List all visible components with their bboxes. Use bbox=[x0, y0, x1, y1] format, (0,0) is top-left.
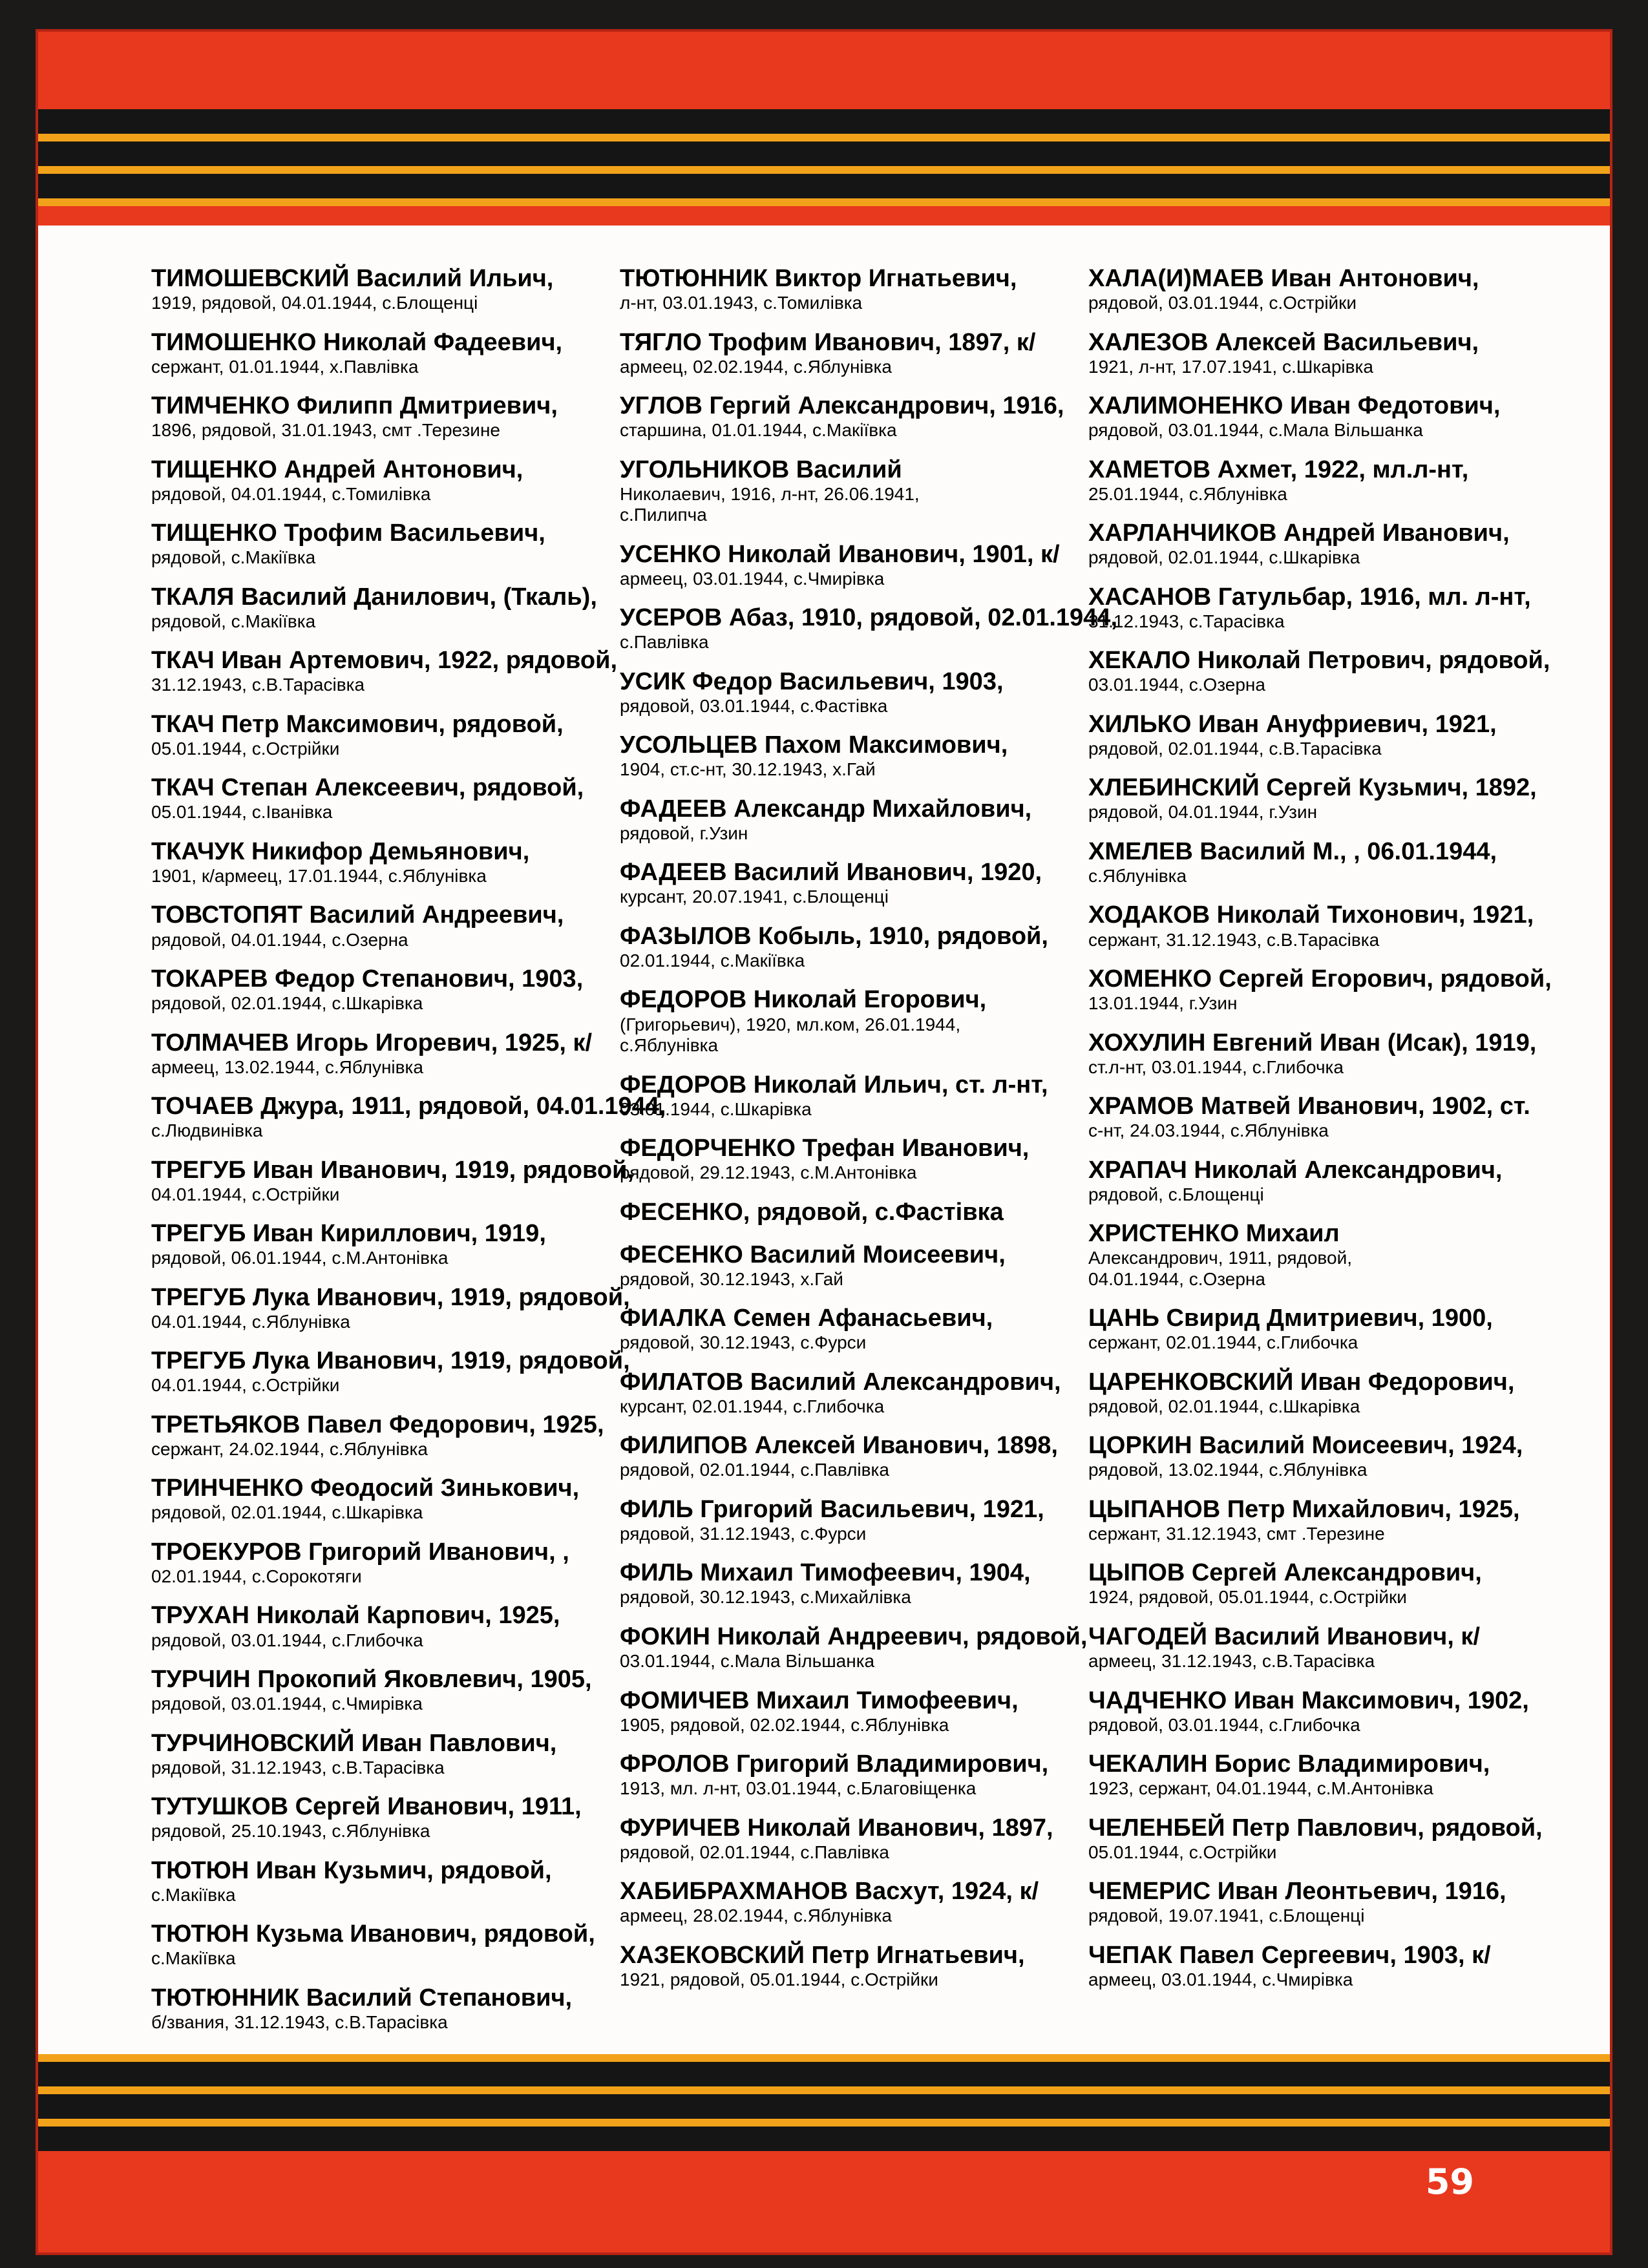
list-item bbox=[620, 1941, 1072, 1991]
entry-details: 03.01.1944, с.Мала Вільшанка bbox=[620, 1651, 875, 1672]
entry-name: УГОЛЬНИКОВ Василий bbox=[620, 456, 902, 483]
entry-name: ТЮТЮН Кузьма Иванович, рядовой, bbox=[151, 1920, 595, 1948]
list-item bbox=[1088, 1431, 1541, 1481]
entry-name: ТОКАРЕВ Федор Степанович, 1903, bbox=[151, 965, 584, 993]
entry-name: ТРЕГУБ Лука Иванович, 1919, рядовой, bbox=[151, 1347, 630, 1375]
list-item bbox=[1088, 773, 1541, 823]
list-item bbox=[620, 1304, 1072, 1354]
entry-details: армеец, 03.01.1944, с.Чмирівка bbox=[1088, 1969, 1353, 1990]
entry-details: рядовой, 02.01.1944, с.Павлівка bbox=[620, 1842, 889, 1862]
page-number: 59 bbox=[1425, 2161, 1474, 2202]
entry-name: ТЮТЮННИК Виктор Игнатьевич, bbox=[620, 265, 1017, 292]
list-item bbox=[151, 1219, 604, 1269]
list-item bbox=[620, 1198, 1072, 1226]
entry-details: л-нт, 03.01.1943, с.Томилівка bbox=[620, 293, 863, 313]
entry-details: рядовой, 04.01.1944, с.Томилівка bbox=[151, 483, 431, 504]
entry-name: ФЕСЕНКО Василий Моисеевич, bbox=[620, 1241, 1006, 1268]
entry-details: рядовой, 02.01.1944, с.Шкарівка bbox=[151, 993, 423, 1014]
list-item bbox=[151, 1984, 604, 2033]
list-item bbox=[1088, 1304, 1541, 1354]
entry-details: рядовой, 03.01.1944, с.Мала Вільшанка bbox=[1088, 420, 1423, 441]
entry-details: сержант, 01.01.1944, х.Павлівка bbox=[151, 356, 419, 377]
entry-name: ТИМЧЕНКО Филипп Дмитриевич, bbox=[151, 392, 558, 420]
entry-details: 1896, рядовой, 31.01.1943, смт .Терезине bbox=[151, 420, 500, 441]
entry-details: рядовой, 19.07.1941, с.Блощенці bbox=[1088, 1906, 1365, 1926]
entry-details: 1923, сержант, 04.01.1944, с.М.Антонівка bbox=[1088, 1778, 1433, 1799]
list-item bbox=[151, 773, 604, 823]
entry-details: рядовой, 02.01.1944, с.Шкарівка bbox=[151, 1502, 423, 1523]
name-list bbox=[38, 226, 1610, 2054]
entry-details: сержант, 02.01.1944, с.Глибочка bbox=[1088, 1332, 1358, 1353]
entry-name: ХАЗЕКОВСКИЙ Петр Игнатьевич, bbox=[620, 1941, 1025, 1969]
entry-name: ФАДЕЕВ Василий Иванович, 1920, bbox=[620, 859, 1042, 887]
entry-details: рядовой, 13.02.1944, с.Яблунівка bbox=[1088, 1460, 1368, 1480]
entry-name: УСЕРОВ Абаз, 1910, рядовой, 02.01.1944, bbox=[620, 604, 1118, 632]
entry-details: 05.01.1944, с.Острійки bbox=[151, 738, 340, 759]
list-item bbox=[151, 837, 604, 887]
entry-name: ЧАДЧЕНКО Иван Максимович, 1902, bbox=[1088, 1686, 1529, 1714]
list-item bbox=[1088, 1219, 1541, 1290]
entry-name: ФИАЛКА Семен Афанасьевич, bbox=[620, 1305, 993, 1332]
list-item bbox=[151, 1347, 630, 1396]
entry-details: Николаевич, 1916, л-нт, 26.06.1941, bbox=[620, 483, 920, 504]
entry-details: курсант, 02.01.1944, с.Глибочка bbox=[620, 1396, 885, 1416]
entry-name: ХОМЕНКО Сергей Егорович, рядовой, bbox=[1088, 965, 1552, 993]
entry-details: рядовой, с.Блощенці bbox=[1088, 1184, 1264, 1204]
entry-details: 31.12.1943, с.В.Тарасівка bbox=[151, 675, 365, 695]
entry-name: ХМЕЛЕВ Василий М., , 06.01.1944, bbox=[1088, 837, 1497, 865]
entry-details: с.Яблунівка bbox=[620, 1035, 719, 1056]
list-item bbox=[151, 456, 604, 505]
entry-name: ХОДАКОВ Николай Тихонович, 1921, bbox=[1088, 901, 1534, 929]
entry-details: с.Пилипча bbox=[620, 505, 707, 525]
entry-name: ТКАЧ Степан Алексеевич, рядовой, bbox=[151, 774, 584, 802]
list-item bbox=[620, 1431, 1072, 1481]
entry-details: с.Макіївка bbox=[151, 1884, 236, 1905]
entry-name: ТИМОШЕВСКИЙ Василий Ильич, bbox=[151, 265, 554, 292]
entry-name: ХЕКАЛО Николай Петрович, рядовой, bbox=[1088, 647, 1550, 675]
entry-details: рядовой, 02.01.1944, с.В.Тарасівка bbox=[1088, 738, 1382, 759]
list-item bbox=[1088, 328, 1541, 378]
entry-details: 1905, рядовой, 02.02.1944, с.Яблунівка bbox=[620, 1714, 949, 1735]
list-item bbox=[620, 795, 1072, 845]
entry-name: ТКАЧУК Никифор Демьянович, bbox=[151, 837, 530, 865]
list-item bbox=[620, 1495, 1072, 1545]
entry-name: ХАМЕТОВ Ахмет, 1922, мл.л-нт, bbox=[1088, 456, 1469, 483]
entry-details: с-нт, 24.03.1944, с.Яблунівка bbox=[1088, 1120, 1329, 1141]
entry-name: ФИЛИПОВ Алексей Иванович, 1898, bbox=[620, 1432, 1058, 1460]
entry-name: ТРЕТЬЯКОВ Павел Федорович, 1925, bbox=[151, 1411, 604, 1438]
list-item bbox=[620, 1559, 1072, 1608]
list-item bbox=[1088, 837, 1541, 887]
entry-name: ФАЗЫЛОВ Кобыль, 1910, рядовой, bbox=[620, 922, 1048, 950]
entry-name: ТРУХАН Николай Карпович, 1925, bbox=[151, 1602, 560, 1630]
entry-name: УГЛОВ Гергий Александрович, 1916, bbox=[620, 392, 1064, 420]
entry-name: ФЕДОРОВ Николай Ильич, ст. л-нт, bbox=[620, 1071, 1048, 1098]
entry-name: ТРЕГУБ Иван Иванович, 1919, рядовой, bbox=[151, 1156, 634, 1184]
list-item bbox=[151, 328, 604, 378]
page bbox=[36, 29, 1612, 2255]
entry-name: ФУРИЧЕВ Николай Иванович, 1897, bbox=[620, 1814, 1053, 1842]
entry-details: 25.01.1944, с.Яблунівка bbox=[1088, 483, 1287, 504]
entry-details: рядовой, г.Узин bbox=[620, 823, 748, 843]
entry-details: 1913, мл. л-нт, 03.01.1944, с.Благовіщенка bbox=[620, 1778, 977, 1799]
list-item bbox=[1088, 1156, 1541, 1206]
list-item bbox=[620, 922, 1072, 972]
list-item bbox=[1088, 710, 1541, 760]
entry-name: ФИЛЬ Михаил Тимофеевич, 1904, bbox=[620, 1559, 1031, 1587]
column-3 bbox=[1088, 264, 1552, 2004]
entry-name: ХЛЕБИНСКИЙ Сергей Кузьмич, 1892, bbox=[1088, 774, 1537, 802]
entry-details: 04.01.1944, с.Яблунівка bbox=[151, 1311, 350, 1332]
entry-details: 05.01.1944, с.Іванівка bbox=[151, 802, 333, 823]
entry-details: 1919, рядовой, 04.01.1944, с.Блощенці bbox=[151, 293, 478, 313]
list-item bbox=[620, 1622, 1088, 1672]
entry-name: ХАЛА(И)МАЕВ Иван Антонович, bbox=[1088, 265, 1479, 292]
entry-name: ФЕДОРЧЕНКО Трефан Иванович, bbox=[620, 1135, 1030, 1162]
list-item bbox=[620, 667, 1072, 717]
entry-name: ФИЛЬ Григорий Васильевич, 1921, bbox=[620, 1495, 1044, 1523]
entry-details: рядовой, 06.01.1944, с.М.Антонівка bbox=[151, 1248, 449, 1268]
entry-details: рядовой, 31.12.1943, с.В.Тарасівка bbox=[151, 1757, 445, 1778]
entry-name: УСЕНКО Николай Иванович, 1901, к/ bbox=[620, 540, 1060, 568]
list-item bbox=[1088, 1814, 1541, 1864]
entry-details: 1904, ст.с-нт, 30.12.1943, х.Гай bbox=[620, 759, 876, 780]
bottom-ribbon bbox=[38, 2054, 1610, 2158]
entry-name: ТЯГЛО Трофим Иванович, 1897, к/ bbox=[620, 328, 1036, 356]
entry-details: 05.01.1944, с.Острійки bbox=[1088, 1842, 1277, 1862]
list-item bbox=[620, 1368, 1072, 1418]
list-item bbox=[620, 858, 1072, 908]
list-item bbox=[1088, 901, 1541, 950]
list-item bbox=[620, 731, 1072, 781]
entry-name: ТУРЧИН Прокопий Яковлевич, 1905, bbox=[151, 1666, 592, 1694]
entry-details: рядовой, 30.12.1943, с.Фурси bbox=[620, 1332, 867, 1353]
entry-details: Александрович, 1911, рядовой, bbox=[1088, 1248, 1352, 1268]
entry-details: 13.01.1944, г.Узин bbox=[1088, 993, 1238, 1014]
entry-name: ФЕДОРОВ Николай Егорович, bbox=[620, 986, 987, 1014]
entry-name: ФОМИЧЕВ Михаил Тимофеевич, bbox=[620, 1686, 1019, 1714]
list-item bbox=[1088, 264, 1541, 314]
list-item bbox=[1088, 1877, 1541, 1927]
entry-details: 02.01.1944, с.Сорокотяги bbox=[151, 1566, 362, 1587]
list-item bbox=[151, 519, 604, 569]
entry-details: рядовой, 25.10.1943, с.Яблунівка bbox=[151, 1821, 430, 1842]
entry-name: ЧЕКАЛИН Борис Владимирович, bbox=[1088, 1750, 1490, 1778]
list-item bbox=[620, 1071, 1072, 1120]
entry-name: ХИЛЬКО Иван Ануфриевич, 1921, bbox=[1088, 710, 1497, 738]
entry-details: армеец, 28.02.1944, с.Яблунівка bbox=[620, 1906, 892, 1926]
entry-details: 1924, рядовой, 05.01.1944, с.Острійки bbox=[1088, 1587, 1407, 1608]
list-item bbox=[1088, 1622, 1541, 1672]
list-item bbox=[1088, 646, 1550, 696]
list-item bbox=[151, 710, 604, 760]
entry-details: рядовой, 04.01.1944, с.Озерна bbox=[151, 929, 408, 950]
entry-details: 04.01.1944, с.Острійки bbox=[151, 1184, 340, 1204]
entry-details: сержант, 31.12.1943, с.В.Тарасівка bbox=[1088, 929, 1380, 950]
entry-details: 1921, л-нт, 17.07.1941, с.Шкарівка bbox=[1088, 356, 1373, 377]
list-item bbox=[151, 583, 604, 633]
entry-details: 02.01.1944, с.Макіївка bbox=[620, 950, 805, 971]
list-item bbox=[1088, 456, 1541, 505]
entry-name: ХАСАНОВ Гатульбар, 1916, мл. л-нт, bbox=[1088, 583, 1531, 611]
entry-name: ТОЛМАЧЕВ Игорь Игоревич, 1925, к/ bbox=[151, 1029, 593, 1056]
entry-name: ЦОРКИН Василий Моисеевич, 1924, bbox=[1088, 1432, 1523, 1460]
entry-details: рядовой, с.Макіївка bbox=[151, 611, 316, 631]
entry-name: ТИЩЕНКО Андрей Антонович, bbox=[151, 456, 523, 483]
entry-details: армеец, 13.02.1944, с.Яблунівка bbox=[151, 1056, 423, 1077]
entry-name: ХОХУЛИН Евгений Иван (Исак), 1919, bbox=[1088, 1029, 1537, 1056]
entry-name: ФЕСЕНКО, рядовой, с.Фастівка bbox=[620, 1198, 1004, 1226]
list-item bbox=[151, 1156, 634, 1206]
list-item bbox=[151, 392, 604, 441]
entry-name: ФОКИН Николай Андреевич, рядовой, bbox=[620, 1622, 1088, 1650]
list-item bbox=[151, 1092, 666, 1142]
entry-details: с.Павлівка bbox=[620, 632, 709, 653]
entry-details: сержант, 24.02.1944, с.Яблунівка bbox=[151, 1438, 428, 1459]
list-item bbox=[151, 1856, 604, 1906]
list-item bbox=[1088, 392, 1541, 441]
entry-details: курсант, 20.07.1941, с.Блощенці bbox=[620, 887, 889, 907]
entry-details: 03.01.1944, с.Шкарівка bbox=[620, 1098, 812, 1119]
list-item bbox=[151, 901, 604, 950]
entry-name: ЧЕЛЕНБЕЙ Петр Павлович, рядовой, bbox=[1088, 1814, 1543, 1842]
entry-name: ХРАМОВ Матвей Иванович, 1902, ст. bbox=[1088, 1093, 1530, 1120]
list-item bbox=[151, 1411, 604, 1460]
entry-name: ТИЩЕНКО Трофим Васильевич, bbox=[151, 520, 545, 547]
entry-details: рядовой, 03.01.1944, с.Острійки bbox=[1088, 293, 1357, 313]
list-item bbox=[620, 264, 1072, 314]
list-item bbox=[620, 540, 1072, 590]
entry-details: рядовой, 31.12.1943, с.Фурси bbox=[620, 1523, 867, 1544]
list-item bbox=[1088, 1092, 1541, 1142]
entry-name: ТКАЧ Иван Артемович, 1922, рядовой, bbox=[151, 647, 617, 675]
list-item bbox=[1088, 1941, 1541, 1991]
entry-name: ХРАПАЧ Николай Александрович, bbox=[1088, 1156, 1503, 1184]
entry-name: ТУРЧИНОВСКИЙ Иван Павлович, bbox=[151, 1729, 557, 1757]
entry-name: ТРИНЧЕНКО Феодосий Зинькович, bbox=[151, 1475, 580, 1502]
list-item bbox=[151, 646, 617, 696]
entry-details: армеец, 31.12.1943, с.В.Тарасівка bbox=[1088, 1651, 1375, 1672]
entry-details: 1921, рядовой, 05.01.1944, с.Острійки bbox=[620, 1969, 938, 1990]
entry-details: 1901, к/армеец, 17.01.1944, с.Яблунівка bbox=[151, 866, 487, 886]
entry-name: ЦЫПОВ Сергей Александрович, bbox=[1088, 1559, 1482, 1587]
entry-name: ЧЕПАК Павел Сергеевич, 1903, к/ bbox=[1088, 1941, 1491, 1969]
list-item bbox=[620, 456, 1072, 526]
entry-name: ТИМОШЕНКО Николай Фадеевич, bbox=[151, 328, 563, 356]
list-item bbox=[620, 1241, 1072, 1290]
list-item bbox=[620, 985, 1072, 1056]
list-item bbox=[620, 1686, 1072, 1736]
entry-name: УСОЛЬЦЕВ Пахом Максимович, bbox=[620, 731, 1008, 759]
entry-name: ТРЕГУБ Лука Иванович, 1919, рядовой, bbox=[151, 1283, 630, 1311]
entry-details: рядовой, 03.01.1944, с.Фастівка bbox=[620, 695, 888, 716]
list-item bbox=[151, 1729, 604, 1779]
list-item bbox=[1088, 1495, 1541, 1545]
list-item bbox=[1088, 1750, 1541, 1800]
entry-details: (Григорьевич), 1920, мл.ком, 26.01.1944, bbox=[620, 1014, 961, 1034]
entry-details: с.Яблунівка bbox=[1088, 866, 1187, 886]
list-item bbox=[151, 1538, 604, 1588]
entry-details: рядовой, с.Макіївка bbox=[151, 547, 316, 568]
entry-details: рядовой, 30.12.1943, х.Гай bbox=[620, 1268, 843, 1289]
list-item bbox=[151, 965, 604, 1014]
entry-name: ХАЛИМОНЕНКО Иван Федотович, bbox=[1088, 392, 1501, 420]
list-item bbox=[620, 1750, 1072, 1800]
entry-name: ХРИСТЕНКО Михаил bbox=[1088, 1220, 1340, 1248]
list-item bbox=[1088, 1559, 1541, 1608]
list-item bbox=[151, 1920, 604, 1969]
entry-name: ТРОЕКУРОВ Григорий Иванович, , bbox=[151, 1538, 569, 1566]
entry-details: 03.01.1944, с.Озерна bbox=[1088, 675, 1265, 695]
list-item bbox=[1088, 965, 1552, 1014]
list-item bbox=[1088, 1686, 1541, 1736]
entry-details: сержант, 31.12.1943, смт .Терезине bbox=[1088, 1523, 1385, 1544]
entry-name: ТКАЛЯ Василий Данилович, (Ткаль), bbox=[151, 583, 597, 611]
entry-details: б/звания, 31.12.1943, с.В.Тарасівка bbox=[151, 2011, 448, 2032]
list-item bbox=[620, 328, 1072, 378]
entry-name: ЧАГОДЕЙ Василий Иванович, к/ bbox=[1088, 1622, 1480, 1650]
entry-name: ЧЕМЕРИС Иван Леонтьевич, 1916, bbox=[1088, 1878, 1506, 1906]
entry-name: ФРОЛОВ Григорий Владимирович, bbox=[620, 1750, 1049, 1778]
entry-details: рядовой, 02.01.1944, с.Шкарівка bbox=[1088, 1396, 1360, 1416]
entry-name: ТЮТЮН Иван Кузьмич, рядовой, bbox=[151, 1856, 552, 1884]
entry-details: с.Людвинівка bbox=[151, 1120, 263, 1141]
entry-name: ФАДЕЕВ Александр Михайлович, bbox=[620, 795, 1032, 823]
entry-details: с.Макіївка bbox=[151, 1948, 236, 1969]
entry-name: УСИК Федор Васильевич, 1903, bbox=[620, 667, 1004, 695]
entry-details: старшина, 01.01.1944, с.Макіївка bbox=[620, 420, 897, 441]
entry-details: рядовой, 03.01.1944, с.Чмирівка bbox=[151, 1694, 423, 1714]
entry-name: ТРЕГУБ Иван Кириллович, 1919, bbox=[151, 1220, 546, 1248]
entry-details: армеец, 02.02.1944, с.Яблунівка bbox=[620, 356, 892, 377]
list-item bbox=[1088, 583, 1541, 633]
top-ribbon bbox=[38, 109, 1610, 226]
list-item bbox=[620, 1134, 1072, 1184]
entry-name: ТОЧАЕВ Джура, 1911, рядовой, 04.01.1944, bbox=[151, 1093, 666, 1120]
list-item bbox=[151, 1029, 604, 1078]
entry-name: ЦАРЕНКОВСКИЙ Иван Федорович, bbox=[1088, 1368, 1515, 1396]
entry-details: рядовой, 04.01.1944, г.Узин bbox=[1088, 802, 1318, 823]
column-2 bbox=[620, 264, 1118, 2004]
list-item bbox=[620, 1877, 1072, 1927]
entry-name: ЦАНЬ Свирид Дмитриевич, 1900, bbox=[1088, 1305, 1493, 1332]
list-item bbox=[151, 264, 604, 314]
list-item bbox=[151, 1665, 604, 1715]
list-item bbox=[151, 1601, 604, 1651]
entry-name: ХАРЛАНЧИКОВ Андрей Иванович, bbox=[1088, 520, 1510, 547]
entry-name: ФИЛАТОВ Василий Александрович, bbox=[620, 1368, 1061, 1396]
entry-name: ТКАЧ Петр Максимович, рядовой, bbox=[151, 710, 564, 738]
list-item bbox=[1088, 519, 1541, 569]
entry-details: армеец, 03.01.1944, с.Чмирівка bbox=[620, 568, 885, 589]
entry-name: ХАЛЕЗОВ Алексей Васильевич, bbox=[1088, 328, 1479, 356]
entry-name: ХАБИБРАХМАНОВ Васхут, 1924, к/ bbox=[620, 1878, 1039, 1906]
list-item bbox=[151, 1283, 630, 1333]
list-item bbox=[1088, 1029, 1541, 1078]
entry-details: 31.12.1943, с.Тарасівка bbox=[1088, 611, 1285, 631]
list-item bbox=[151, 1474, 604, 1524]
entry-details: 04.01.1944, с.Озерна bbox=[1088, 1268, 1265, 1289]
entry-details: рядовой, 02.01.1944, с.Шкарівка bbox=[1088, 547, 1360, 568]
list-item bbox=[620, 604, 1118, 653]
entry-details: рядовой, 29.12.1943, с.М.Антонівка bbox=[620, 1162, 917, 1183]
entry-details: рядовой, 03.01.1944, с.Глибочка bbox=[151, 1630, 423, 1650]
entry-details: рядовой, 30.12.1943, с.Михайлівка bbox=[620, 1587, 911, 1608]
list-item bbox=[1088, 1368, 1541, 1418]
entry-name: ЦЫПАНОВ Петр Михайлович, 1925, bbox=[1088, 1495, 1520, 1523]
entry-details: рядовой, 02.01.1944, с.Павлівка bbox=[620, 1460, 889, 1480]
entry-name: ТОВСТОПЯТ Василий Андреевич, bbox=[151, 901, 564, 929]
list-item bbox=[620, 392, 1072, 441]
list-item bbox=[620, 1814, 1072, 1864]
entry-details: рядовой, 03.01.1944, с.Глибочка bbox=[1088, 1714, 1360, 1735]
entry-details: 04.01.1944, с.Острійки bbox=[151, 1375, 340, 1396]
entry-name: ТУТУШКОВ Сергей Иванович, 1911, bbox=[151, 1793, 582, 1821]
entry-details: ст.л-нт, 03.01.1944, с.Глибочка bbox=[1088, 1056, 1344, 1077]
entry-name: ТЮТЮННИК Василий Степанович, bbox=[151, 1984, 573, 2011]
list-item bbox=[151, 1792, 604, 1842]
